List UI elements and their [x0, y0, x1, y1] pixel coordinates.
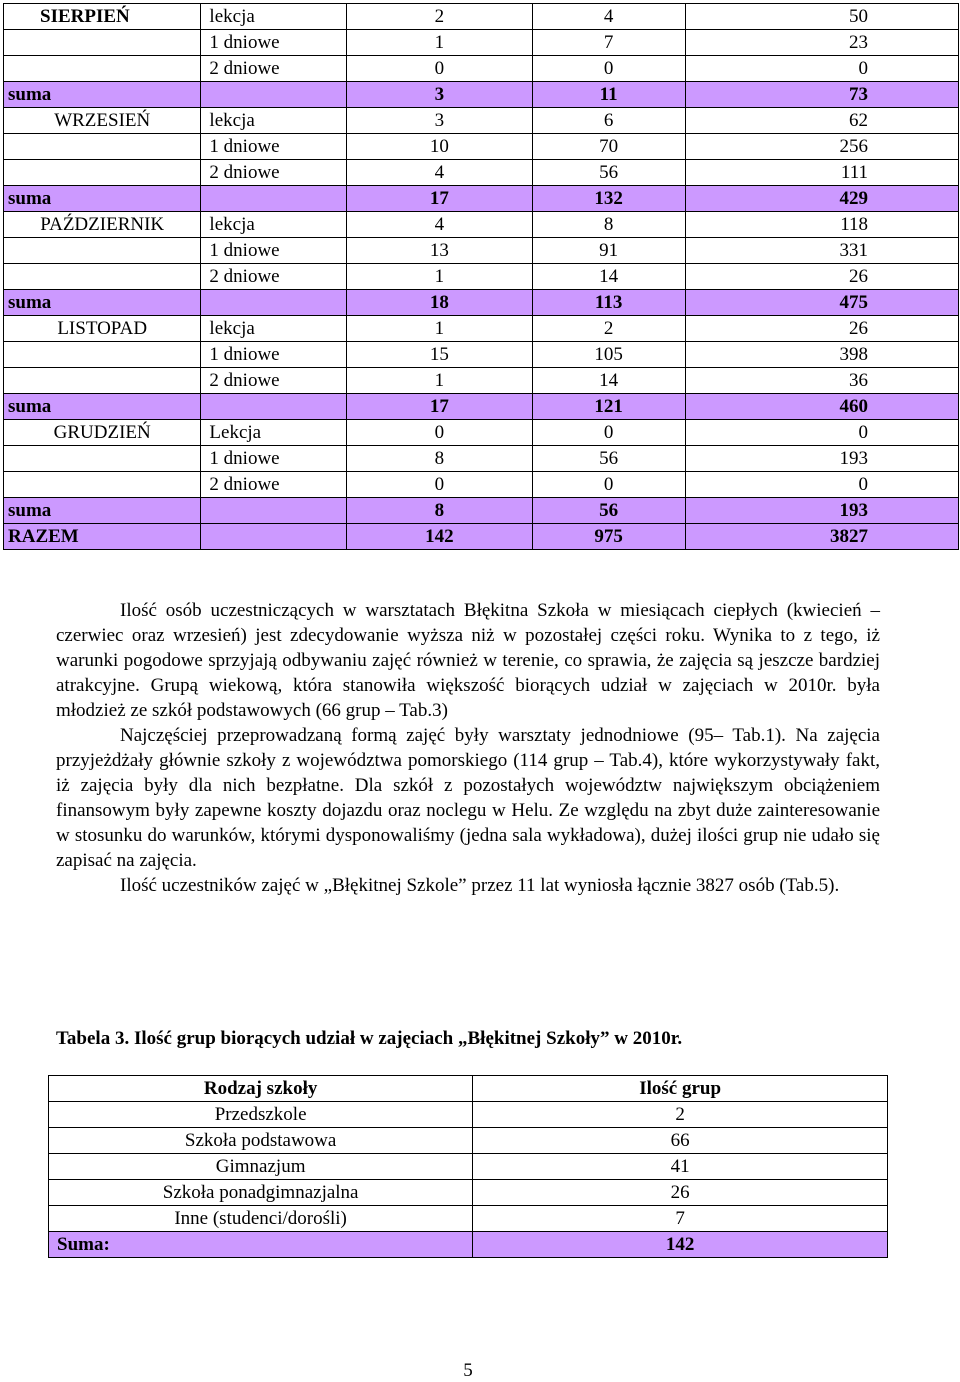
value-b-cell: 91: [532, 238, 685, 264]
value-b-cell: 8: [532, 212, 685, 238]
school-type-cell: Gimnazjum: [49, 1154, 473, 1180]
school-type-cell: Przedszkole: [49, 1102, 473, 1128]
month-cell: WRZESIEŃ: [4, 108, 201, 134]
value-b-cell: 6: [532, 108, 685, 134]
table-row: [4, 446, 959, 472]
value-a-cell: 0: [347, 420, 533, 446]
value-b-cell: 975: [532, 524, 685, 550]
value-a-cell: 0: [347, 56, 533, 82]
value-a-cell: 4: [347, 160, 533, 186]
school-type-cell: Szkoła ponadgimnazjalna: [49, 1180, 473, 1206]
value-c-cell: 0: [685, 56, 958, 82]
value-b-cell: 14: [532, 368, 685, 394]
value-a-cell: 17: [347, 394, 533, 420]
table-row: [4, 420, 959, 446]
value-b-cell: 11: [532, 82, 685, 108]
table-row: [49, 1154, 888, 1180]
value-c-cell: 256: [685, 134, 958, 160]
table-row: [4, 30, 959, 56]
month-cell: [4, 160, 201, 186]
month-cell: [4, 342, 201, 368]
month-cell: [4, 238, 201, 264]
month-cell: suma: [4, 394, 201, 420]
table-row: [49, 1180, 888, 1206]
value-c-cell: 3827: [685, 524, 958, 550]
value-a-cell: 8: [347, 498, 533, 524]
value-c-cell: 193: [685, 446, 958, 472]
table-row: [4, 368, 959, 394]
value-c-cell: 62: [685, 108, 958, 134]
sum-row: [4, 498, 959, 524]
value-b-cell: 70: [532, 134, 685, 160]
value-c-cell: 36: [685, 368, 958, 394]
month-cell: PAŹDZIERNIK: [4, 212, 201, 238]
month-cell: SIERPIEŃ: [4, 4, 201, 30]
group-count-cell: 7: [473, 1206, 888, 1232]
school-type-cell: Inne (studenci/dorośli): [49, 1206, 473, 1232]
value-c-cell: 429: [685, 186, 958, 212]
value-a-cell: 13: [347, 238, 533, 264]
month-cell: LISTOPAD: [4, 316, 201, 342]
value-c-cell: 73: [685, 82, 958, 108]
table-row: [4, 4, 959, 30]
value-a-cell: 3: [347, 108, 533, 134]
month-cell: [4, 368, 201, 394]
monthly-table: [3, 3, 959, 550]
value-a-cell: 2: [347, 4, 533, 30]
value-b-cell: 0: [532, 420, 685, 446]
value-c-cell: 398: [685, 342, 958, 368]
value-b-cell: 14: [532, 264, 685, 290]
groups-sum-row: [49, 1232, 888, 1258]
type-cell: [201, 498, 347, 524]
value-c-cell: 460: [685, 394, 958, 420]
value-a-cell: 142: [347, 524, 533, 550]
value-a-cell: 10: [347, 134, 533, 160]
type-cell: [201, 394, 347, 420]
value-a-cell: 1: [347, 316, 533, 342]
month-cell: [4, 264, 201, 290]
type-cell: 2 dniowe: [201, 472, 347, 498]
groups-header-row: [49, 1076, 888, 1102]
month-cell: suma: [4, 290, 201, 316]
type-cell: lekcja: [201, 316, 347, 342]
type-cell: [201, 186, 347, 212]
value-c-cell: 26: [685, 316, 958, 342]
month-cell: RAZEM: [4, 524, 201, 550]
value-c-cell: 118: [685, 212, 958, 238]
value-b-cell: 0: [532, 56, 685, 82]
value-b-cell: 56: [532, 446, 685, 472]
table-row: [4, 108, 959, 134]
groups-table: [48, 1075, 888, 1258]
group-count-cell: 66: [473, 1128, 888, 1154]
table-row: [4, 134, 959, 160]
value-a-cell: 8: [347, 446, 533, 472]
type-cell: [201, 82, 347, 108]
value-c-cell: 331: [685, 238, 958, 264]
type-cell: lekcja: [201, 212, 347, 238]
value-c-cell: 23: [685, 30, 958, 56]
value-c-cell: 0: [685, 472, 958, 498]
type-cell: 1 dniowe: [201, 30, 347, 56]
body-text: [56, 598, 880, 898]
value-b-cell: 7: [532, 30, 685, 56]
month-cell: [4, 134, 201, 160]
type-cell: 1 dniowe: [201, 238, 347, 264]
value-a-cell: 3: [347, 82, 533, 108]
table-row: [4, 264, 959, 290]
paragraph-1: Ilość osób uczestniczących w warsztatach Błękitna Szkoła w miesiącach ciepłych (kwiecień – czerwiec oraz wrzesień) jest zdecydowanie wyższa niż w pozostałej części roku. Wynika to z tego, iż warunki pogodowe sprzyjają odbywaniu zajęć również w terenie, co sprawia, że zajęcia są jeszcze bardziej atrakcyjne. Grupą wiekową, która stanowiła większość biorących udział w zajęciach w 2010r. była młodzież ze szkół podstawowych (66 grup – Tab.3): [56, 600, 880, 721]
value-a-cell: 1: [347, 264, 533, 290]
table-row: [4, 238, 959, 264]
month-cell: [4, 56, 201, 82]
value-c-cell: 26: [685, 264, 958, 290]
value-b-cell: 121: [532, 394, 685, 420]
table-row: [4, 56, 959, 82]
value-a-cell: 17: [347, 186, 533, 212]
type-cell: 1 dniowe: [201, 342, 347, 368]
month-cell: suma: [4, 186, 201, 212]
group-count-cell: 26: [473, 1180, 888, 1206]
type-cell: 1 dniowe: [201, 134, 347, 160]
sum-row: [4, 394, 959, 420]
table-row: [4, 160, 959, 186]
value-c-cell: 0: [685, 420, 958, 446]
school-type-cell: Szkoła podstawowa: [49, 1128, 473, 1154]
table-caption: Tabela 3. Ilość grup biorących udział w zajęciach „Błękitnej Szkoły” w 2010r.: [56, 1028, 683, 1049]
month-cell: [4, 30, 201, 56]
value-a-cell: 4: [347, 212, 533, 238]
month-cell: [4, 446, 201, 472]
table-row: [4, 342, 959, 368]
month-cell: suma: [4, 82, 201, 108]
value-a-cell: 1: [347, 30, 533, 56]
type-cell: Lekcja: [201, 420, 347, 446]
table-row: [49, 1102, 888, 1128]
type-cell: [201, 524, 347, 550]
header-school-type: Rodzaj szkoły: [49, 1076, 473, 1102]
value-c-cell: 193: [685, 498, 958, 524]
type-cell: 2 dniowe: [201, 160, 347, 186]
sum-row: [4, 82, 959, 108]
table-row: [49, 1206, 888, 1232]
sum-row: [4, 290, 959, 316]
page-number: 5: [463, 1360, 473, 1381]
type-cell: 2 dniowe: [201, 368, 347, 394]
month-cell: suma: [4, 498, 201, 524]
value-b-cell: 56: [532, 498, 685, 524]
table-row: [49, 1128, 888, 1154]
value-c-cell: 50: [685, 4, 958, 30]
value-a-cell: 0: [347, 472, 533, 498]
table-row: [4, 212, 959, 238]
value-a-cell: 15: [347, 342, 533, 368]
group-count-cell: 41: [473, 1154, 888, 1180]
type-cell: 2 dniowe: [201, 264, 347, 290]
value-b-cell: 132: [532, 186, 685, 212]
type-cell: lekcja: [201, 108, 347, 134]
table-row: [4, 472, 959, 498]
value-b-cell: 2: [532, 316, 685, 342]
month-cell: GRUDZIEŃ: [4, 420, 201, 446]
paragraph-2: Najczęściej przeprowadzaną formą zajęć były warsztaty jednodniowe (95– Tab.1). Na zajęcia przyjeżdżały głównie szkoły z województwa pomorskiego (114 grup – Tab.4), które wykorzystywały fakt, iż zajęcia były dla nich bezpłatne. Dla szkół z pozostałych województw największym obciążeniem finansowym były zapewne koszty dojazdu oraz noclegu w Helu. Ze względu na zbyt duże zainteresowanie w stosunku do warunków, którymi dysponowaliśmy (jedna sala wykładowa), dużej ilości grup nie udało się zapisać na zajęcia.: [56, 725, 880, 871]
sum-row: [4, 186, 959, 212]
value-b-cell: 0: [532, 472, 685, 498]
total-row: [4, 524, 959, 550]
value-c-cell: 111: [685, 160, 958, 186]
value-b-cell: 105: [532, 342, 685, 368]
sum-value: 142: [473, 1232, 888, 1258]
type-cell: lekcja: [201, 4, 347, 30]
group-count-cell: 2: [473, 1102, 888, 1128]
sum-label: Suma:: [49, 1232, 473, 1258]
paragraph-3: Ilość uczestników zajęć w „Błękitnej Szkole” przez 11 lat wyniosła łącznie 3827 osób (Tab.5).: [120, 875, 840, 896]
value-b-cell: 4: [532, 4, 685, 30]
table-row: [4, 316, 959, 342]
type-cell: [201, 290, 347, 316]
value-b-cell: 56: [532, 160, 685, 186]
value-a-cell: 18: [347, 290, 533, 316]
header-group-count: Ilość grup: [473, 1076, 888, 1102]
value-b-cell: 113: [532, 290, 685, 316]
value-c-cell: 475: [685, 290, 958, 316]
type-cell: 2 dniowe: [201, 56, 347, 82]
value-a-cell: 1: [347, 368, 533, 394]
month-cell: [4, 472, 201, 498]
type-cell: 1 dniowe: [201, 446, 347, 472]
